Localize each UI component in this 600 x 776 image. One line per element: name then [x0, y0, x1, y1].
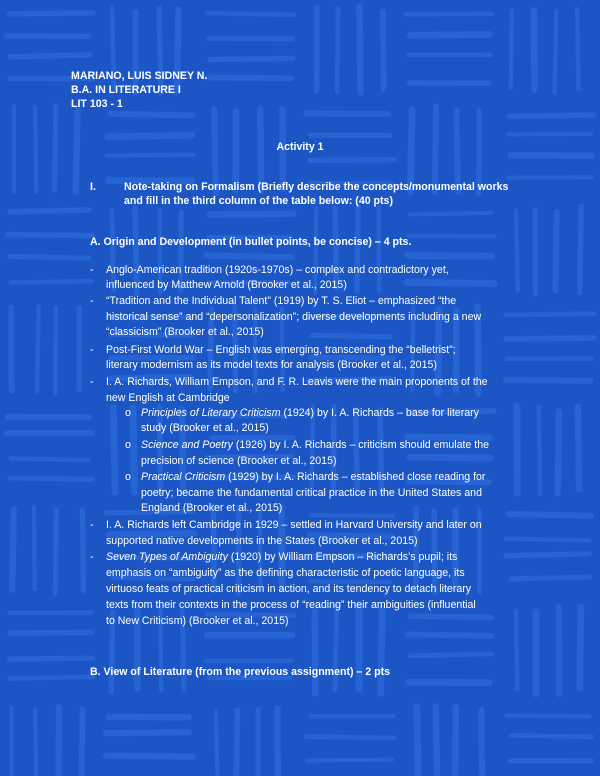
bullet-6-line-1: Seven Types of Ambiguity (1920) by William Empson – Richards’s pupil; its [106, 551, 458, 563]
work-title: Principles of Literary Criticism [141, 407, 281, 419]
sub-bullet-3-line-2: poetry; became the fundamental critical practice in the United States and [141, 487, 482, 499]
bullet-2-line-1: “Tradition and the Individual Talent” (1919) by T. S. Eliot – emphasized “the [106, 295, 457, 307]
section-i-line-1: Note-taking on Formalism (Briefly describe the concepts/monumental works [124, 181, 509, 193]
bullet-2-line-2: historical sense” and “depersonalization”; diverse developments including a new [106, 311, 482, 323]
sub-bullet-marker: o [125, 439, 131, 451]
bullet-6-line-2: emphasis on “ambiguity” as the defining characteristic of poetic language, its [106, 567, 465, 579]
program-line: B.A. IN LITERATURE I [71, 84, 181, 96]
section-i-line-2: and fill in the third column of the table below: (40 pts) [124, 195, 393, 207]
bullet-5-line-1: I. A. Richards left Cambridge in 1929 – settled in Harvard University and later on [106, 519, 482, 531]
sub-bullet-3-line-1: Practical Criticism (1929) by I. A. Richards – established close reading for [141, 471, 486, 483]
bullet-4-line-1: I. A. Richards, William Empson, and F. R. Leavis were the main proponents of the [106, 376, 488, 388]
bullet-marker: - [90, 344, 94, 356]
bullet-marker: - [90, 295, 94, 307]
work-title: Seven Types of Ambiguity [106, 551, 228, 563]
bullet-marker: - [90, 264, 94, 276]
page-title: Activity 1 [276, 141, 324, 153]
work-title: Science and Poetry [141, 439, 233, 451]
bullet-1-line-1: Anglo-American tradition (1920s-1970s) – complex and contradictory yet, [106, 264, 449, 276]
bullet-3-line-1: Post-First World War – English was emerging, transcending the “belletrist”; [106, 344, 456, 356]
bullet-6-line-5: to New Criticism) (Brooker et al., 2015) [106, 615, 289, 627]
bullet-6-line-4: texts from their contexts in the process of “reading” their ambiguities (influential [106, 599, 476, 611]
bullet-3-line-2: literary modernism as its model texts for analysis (Brooker et al., 2015) [106, 359, 437, 371]
bullet-marker: - [90, 519, 94, 531]
section-i-numeral: I. [90, 181, 96, 193]
sub-bullet-1-line-1: Principles of Literary Criticism (1924) by I. A. Richards – base for literary [141, 407, 479, 419]
author-name: MARIANO, LUIS SIDNEY N. [71, 70, 208, 82]
work-title: Practical Criticism [141, 471, 226, 483]
section-b-heading: B. View of Literature (from the previous assignment) – 2 pts [90, 666, 391, 678]
bullet-marker: - [90, 551, 94, 563]
sub-bullet-marker: o [125, 407, 131, 419]
sub-bullet-1-line-2: study (Brooker et al., 2015) [141, 422, 269, 434]
bullet-1-line-2: influenced by Matthew Arnold (Brooker et al., 2015) [106, 279, 347, 291]
section-a-heading: A. Origin and Development (in bullet points, be concise) – 4 pts. [90, 236, 412, 248]
bullet-6-line-3: virtuoso feats of practical criticism in action, and its tendency to detach literary [106, 583, 472, 595]
course-code: LIT 103 - 1 [71, 98, 123, 110]
bullet-marker: - [90, 376, 94, 388]
bullet-4-line-2: new English at Cambridge [106, 392, 230, 404]
bullet-5-line-2: supported native developments in the States (Brooker et al., 2015) [106, 535, 418, 547]
sub-bullet-3-line-3: England (Brooker et al., 2015) [141, 502, 283, 514]
sub-bullet-2-line-2: precision of science (Brooker et al., 2015) [141, 455, 337, 467]
sub-bullet-marker: o [125, 471, 131, 483]
sub-bullet-2-line-1: Science and Poetry (1926) by I. A. Richards – criticism should emulate the [141, 439, 490, 451]
bullet-2-line-3: “classicism” (Brooker et al., 2015) [106, 326, 264, 338]
